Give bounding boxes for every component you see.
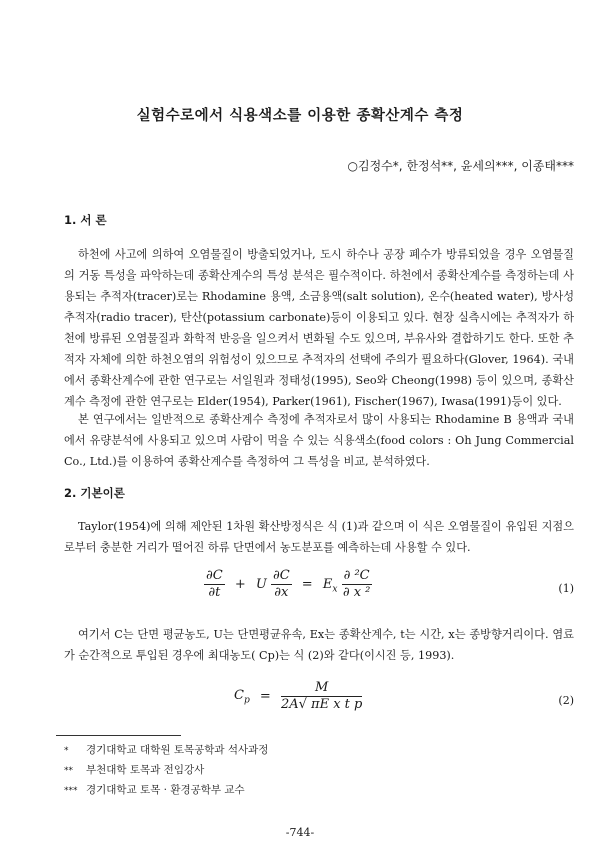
section-1-paragraph-1: 하천에 사고에 의하여 오염물질이 방출되었거나, 도시 하수나 공장 폐수가 방류되었을 경우 오염물질의 거동 특성을 파악하는데 종확산계수의 특성 분석은 필수적이다. 하천에서 종확산계수를 측정하는데 사용되는 추적자(tracer)로는 Rhodamine 용액, 소금용액(salt solution), 온수(heated water), 방사성 추적자(radio tracer), 탄산(potassium carbonate)등이 이용되고 있다. 현장 실측시에는 추적자가 하천에 방류된 오염물질과 화학적 반응을 일으켜서 변화될 수도 있으며, 부유사와 결합하기도 한다. 또한 추적자 자체에 의한 하천오염의 위험성이 있으므로 추적자의 선택에 주의가 필요하다(Glover, 1964). 국내에서 종확산계수에 관한 연구로는 서일원과 정태성(1995), Seo와 Cheong(1998) 등이 있으며, 종확산계수 측정에 관한 연구로는 Elder(1954), Parker(1961), Fischer(1967), Iwasa(1991)등이 있다. xyxy=(64,248,574,408)
equation-2: $C_p$ = $\frac{M}{\text{2A√ πE x t p}}$ (2) xyxy=(234,680,574,712)
section-2-paragraph-2: 여기서 C는 단면 평균농도, U는 단면평균유속, Ex는 종확산계수, t는 시간, x는 종방향거리이다. 염료가 순간적으로 투입된 경우에 최대농도( Cp)는 식 (2)와 같다(이시진 등, 1993). xyxy=(64,628,574,662)
section-1-paragraph-2: 본 연구에서는 일반적으로 종확산계수 측정에 추적자로서 많이 사용되는 Rhodamine B 용액과 국내에서 유량분석에 사용되고 있으며 사람이 먹을 수 있는 식용색소(food colors : Oh Jung Commercial Co., Ltd.)를 이용하여 종확산계수를 측정하여 그 특성을 비교, 분석하였다. xyxy=(64,413,574,468)
footnote-divider xyxy=(56,735,181,736)
eq1-term-dc-dt: $\frac{\partial C}{\partial t}$ xyxy=(206,568,223,600)
equation-2-label: (2) xyxy=(558,694,574,707)
section-2-heading: 2. 기본이론 xyxy=(64,486,125,500)
eq2-fraction: $\frac{M}{\text{2A√ πE x t p}}$ xyxy=(280,680,363,712)
paper-title: 실험수로에서 식용색소를 이용한 종확산계수 측정 xyxy=(136,108,464,124)
footnote-3: *** 경기대학교 토목 · 환경공학부 교수 xyxy=(64,784,245,796)
equation-1-label: (1) xyxy=(558,582,574,595)
eq1-term-dc-dx: $\frac{\partial C}{\partial x}$ xyxy=(272,568,290,600)
section-2-paragraph-1: Taylor(1954)에 의해 제안된 1차원 확산방정식은 식 (1)과 같으며 이 식은 오염물질이 유입된 지점으로부터 충분한 거리가 떨어진 하류 단면에서 농도분포를 예측하는데 사용할 수 있다. xyxy=(64,520,574,554)
author-line: ○김정수*, 한정석**, 윤세의***, 이종태*** xyxy=(347,159,574,173)
section-1-heading: 1. 서 론 xyxy=(64,213,107,227)
footnote-2: ** 부천대학 토목과 전임강사 xyxy=(64,764,205,776)
footnote-1: * 경기대학교 대학원 토목공학과 석사과정 xyxy=(64,744,269,756)
equation-1: $\frac{\partial C}{\partial t}$ + U $\frac{\partial C}{\partial x}$ = $E_x$ $\frac{\text{∂ ²C}}{\text{∂ x ²}}$ (1) xyxy=(206,568,574,600)
eq1-term-d2c-dx2: $\frac{\text{∂ ²C}}{\text{∂ x ²}}$ xyxy=(342,568,371,600)
page-number: -744- xyxy=(285,826,315,839)
